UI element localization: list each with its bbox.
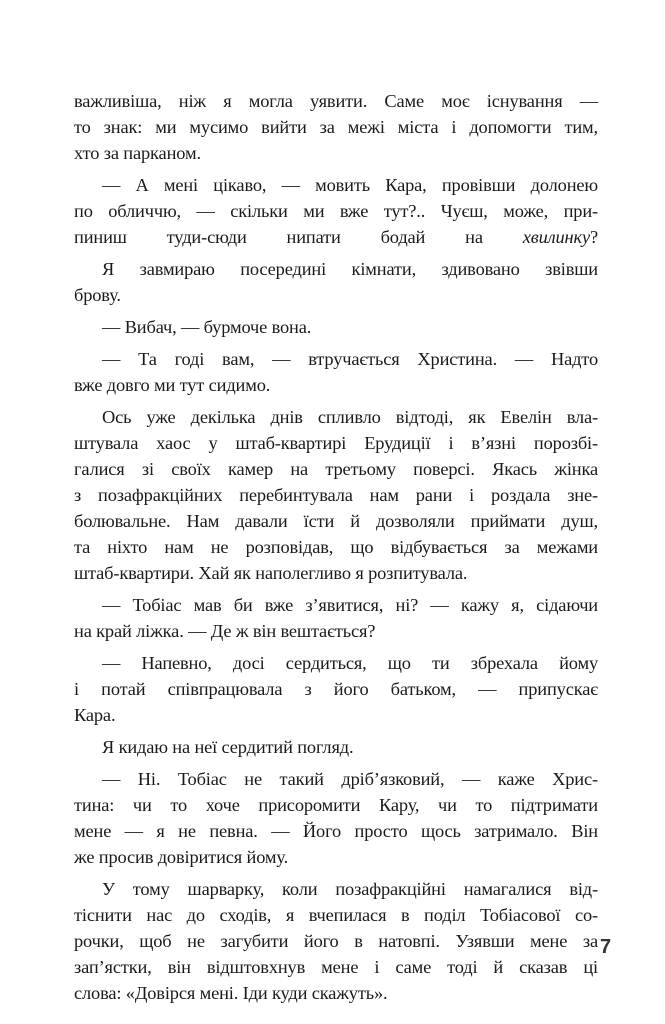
page-text-block: [74, 88, 598, 1012]
paragraph-11: [74, 876, 598, 1006]
paragraph-3: [74, 256, 598, 308]
page-number: 7: [600, 936, 612, 958]
paragraph-1: [74, 88, 598, 166]
text-line: на край ліжка. — Де ж він вештається?: [74, 621, 376, 641]
text-line: Я кидаю на неї сердитий погляд.: [102, 737, 354, 757]
text-line: Кара.: [74, 705, 116, 725]
text-line: галися зі своїх камер на третьому поверсі. Якась жінка: [74, 459, 598, 479]
text-line: вже довго ми тут сидимо.: [74, 375, 271, 395]
text-line: — Вибач, — бурмоче вона.: [102, 317, 312, 337]
paragraph-9: [74, 734, 598, 760]
text-line: брову.: [74, 285, 121, 305]
text-line: — Тобіас мав би вже з’явитися, ні? — кажу я, сідаючи: [102, 595, 598, 615]
text-run: пиниш туди-сюди нипати бодай на: [74, 227, 523, 247]
text-line: та ніхто нам не розповідав, що відбувається за межами: [74, 537, 598, 557]
text-line: У тому шарварку, коли позафракційні намагалися від-: [102, 879, 598, 899]
paragraph-6: [74, 404, 598, 586]
text-line: — Ні. Тобіас не такий дріб’язковий, — каже Хрис-: [102, 769, 598, 789]
paragraph-2: [74, 172, 598, 250]
text-line: тіснити нас до сходів, я вчепилася в поділ Тобіасової со-: [74, 905, 598, 925]
paragraph-10: [74, 766, 598, 870]
text-line: важливіша, ніж я могла уявити. Саме моє існування —: [74, 91, 598, 111]
text-run: ?: [589, 227, 598, 247]
paragraph-5: [74, 346, 598, 398]
text-line: Ось уже декілька днів спливло відтоді, як Евелін вла-: [102, 407, 598, 427]
italic-word: хвилинку: [522, 227, 590, 247]
text-line: штаб-квартири. Хай як наполегливо я розпитувала.: [74, 563, 468, 583]
text-line: по обличчю, — скільки ми вже тут?.. Чуєш, може, при-: [74, 201, 598, 221]
text-line: слова: «Довірся мені. Іди куди скажуть».: [74, 983, 388, 1003]
paragraph-7: [74, 592, 598, 644]
text-line: — Напевно, досі сердиться, що ти збрехала йому: [102, 653, 598, 673]
text-line: — Та годі вам, — втручається Христина. — Надто: [102, 349, 598, 369]
text-line: то знак: ми мусимо вийти за межі міста і допомогти тим,: [74, 117, 598, 137]
text-line: [74, 224, 598, 250]
text-line: мене — я не певна. — Його просто щось затримало. Він: [74, 821, 598, 841]
text-line: зап’ястки, він відштовхнув мене і саме тоді й сказав ці: [74, 957, 598, 977]
text-line: же просив довіритися йому.: [74, 847, 289, 867]
paragraph-4: [74, 314, 598, 340]
text-line: — А мені цікаво, — мовить Кара, провівши долонею: [102, 175, 598, 195]
text-line: хто за парканом.: [74, 143, 201, 163]
text-line: рочки, щоб не загубити його в натовпі. Узявши мене за: [74, 931, 598, 951]
text-line: з позафракційних перебинтувала нам рани і роздала зне-: [74, 485, 598, 505]
text-line: штувала хаос у штаб-квартирі Ерудиції і в’язні порозбі-: [74, 433, 598, 453]
text-line: болювальне. Нам давали їсти й дозволяли приймати душ,: [74, 511, 598, 531]
text-line: тина: чи то хоче присоромити Кару, чи то підтримати: [74, 795, 598, 815]
text-line: і потай співпрацювала з його батьком, — припускає: [74, 679, 598, 699]
text-line: Я завмираю посередині кімнати, здивовано звівши: [102, 259, 598, 279]
paragraph-8: [74, 650, 598, 728]
